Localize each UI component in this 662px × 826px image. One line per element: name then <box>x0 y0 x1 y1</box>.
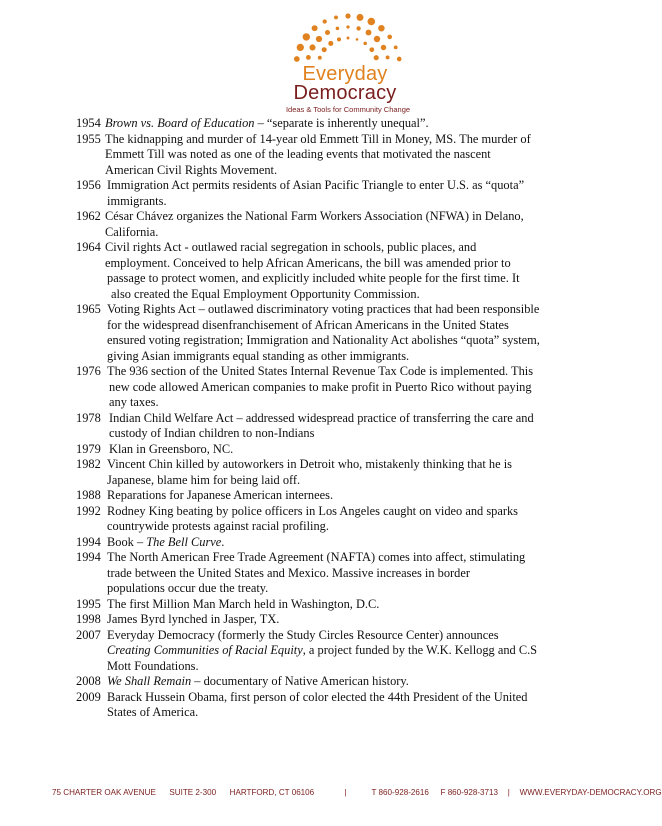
timeline-entry <box>76 535 576 551</box>
timeline-entry <box>76 504 576 535</box>
italic-title: Brown vs. Board of Education <box>105 116 255 130</box>
text-segment: Mott Foundations. <box>107 658 199 673</box>
entry-year: 2009 <box>76 689 101 704</box>
text-segment: new code allowed American companies to make profit in Puerto Rico without paying <box>109 379 532 394</box>
entry-line <box>105 504 576 520</box>
entry-line <box>105 287 576 303</box>
entry-line <box>105 147 576 163</box>
text-segment: . <box>221 534 225 549</box>
entry-text <box>105 209 576 240</box>
entry-line <box>105 690 576 706</box>
footer-contact <box>52 787 662 798</box>
logo-dot <box>397 57 402 62</box>
entry-year: 1995 <box>76 596 101 611</box>
logo-dot <box>322 47 327 52</box>
logo-everyday: Everyday <box>302 63 388 85</box>
entry-year: 1992 <box>76 503 101 518</box>
entry-line <box>105 256 576 272</box>
logo-dot <box>334 15 338 19</box>
timeline-entry <box>76 132 576 179</box>
entry-text <box>105 364 576 411</box>
logo-dot <box>369 47 374 52</box>
footer-website[interactable]: WWW.EVERYDAY-DEMOCRACY.ORG <box>519 787 662 797</box>
text-segment: ensured voting registration; Immigration and Nationality Act abolishes “quota” system, <box>107 333 540 347</box>
logo-dot <box>394 46 398 50</box>
text-segment: populations occur due the treaty. <box>107 581 269 595</box>
logo-dot <box>368 18 376 26</box>
entry-line <box>105 364 576 380</box>
logo-dot <box>316 36 322 42</box>
text-segment: Immigration Act permits residents of Asian Pacific Triangle to enter U.S. as “quota” <box>107 178 525 192</box>
entry-text <box>105 240 576 302</box>
footer-separator-2: | <box>507 787 510 797</box>
timeline-entry <box>76 690 576 721</box>
entry-line <box>105 643 576 659</box>
entry-line <box>105 597 576 613</box>
entry-text <box>105 690 576 721</box>
entry-line <box>105 271 576 287</box>
entry-text <box>105 178 576 209</box>
logo-dot <box>303 33 310 40</box>
timeline-entry <box>76 674 576 690</box>
entry-line <box>105 566 576 582</box>
entry-text <box>105 597 576 613</box>
entry-year: 1994 <box>76 550 101 564</box>
entry-line <box>105 132 576 148</box>
entry-line <box>105 473 576 489</box>
logo-dot <box>346 25 349 28</box>
logo-dot <box>318 56 322 60</box>
text-segment: Barack Hussein Obama, first person of color elected the 44th President of the United <box>107 689 528 704</box>
timeline-entry <box>76 240 576 302</box>
entry-line <box>105 674 576 690</box>
footer-address: 75 CHARTER OAK AVENUE <box>52 787 156 797</box>
entry-year: 1978 <box>76 410 101 425</box>
logo-dot <box>312 25 318 31</box>
text-segment: The first Million Man March held in Washington, D.C. <box>107 596 380 611</box>
logo-dot <box>345 13 350 18</box>
entry-year: 1954 <box>76 116 101 130</box>
text-segment: Rodney King beating by police officers in Los Angeles caught on video and sparks <box>107 503 518 518</box>
entry-text <box>105 116 576 132</box>
italic-title: The Bell Curve <box>146 534 222 549</box>
text-segment: passage to protect women, and explicitly included white people for the first time. It <box>107 271 520 285</box>
logo-dot <box>356 38 359 41</box>
logo-dot <box>306 55 311 60</box>
entry-line <box>105 457 576 473</box>
entry-year: 2007 <box>76 627 101 642</box>
logo-dot <box>386 55 390 59</box>
timeline-entry <box>76 178 576 209</box>
timeline-entry <box>76 302 576 364</box>
entry-line <box>105 333 576 349</box>
timeline-entry <box>76 612 576 628</box>
logo-dot <box>356 26 360 30</box>
entry-line <box>105 612 576 628</box>
text-segment: Vincent Chin killed by autoworkers in Detroit who, mistakenly thinking that he is <box>107 457 512 471</box>
footer-city: HARTFORD, CT 06106 <box>229 787 315 797</box>
logo-dot <box>374 55 379 60</box>
footer-phone: T 860-928-2616 <box>371 787 429 797</box>
logo-dot <box>381 45 386 50</box>
text-segment: Everyday Democracy (formerly the Study Circles Resource Center) announces <box>107 627 499 642</box>
footer-suite: SUITE 2-300 <box>169 787 217 797</box>
entry-line <box>105 550 576 566</box>
text-segment: , a project funded by the W.K. Kellogg and C.S <box>302 643 538 657</box>
text-segment: trade between the United States and Mexico. Massive increases in border <box>107 565 470 580</box>
entry-line <box>105 225 576 241</box>
text-segment: immigrants. <box>107 193 167 208</box>
text-segment: Klan in Greensboro, NC. <box>109 441 234 456</box>
entry-line <box>105 318 576 334</box>
text-segment: Reparations for Japanese American internees. <box>107 488 334 502</box>
timeline-entry <box>76 209 576 240</box>
entry-line <box>105 178 576 194</box>
logo-tagline: Ideas & Tools for Community Change <box>285 105 411 114</box>
entry-line <box>105 395 576 411</box>
entry-year: 1964 <box>76 240 101 254</box>
entry-text <box>105 488 576 504</box>
entry-year: 2008 <box>76 674 101 688</box>
entry-text <box>105 628 576 675</box>
timeline-entry <box>76 442 576 458</box>
logo-dot <box>366 30 372 36</box>
text-segment: James Byrd lynched in Jasper, TX. <box>107 612 280 626</box>
timeline-list <box>76 116 576 721</box>
entry-line <box>105 380 576 396</box>
text-segment: countrywide protests against racial profiling. <box>107 519 329 533</box>
text-segment: also created the Equal Employment Opportunity Commission. <box>111 286 420 301</box>
entry-line <box>105 194 576 210</box>
text-segment: giving Asian immigrants equal standing as other immigrants. <box>107 348 410 363</box>
timeline-entry <box>76 550 576 597</box>
entry-line <box>105 519 576 535</box>
logo-sunburst-icon <box>258 10 438 62</box>
timeline-entry <box>76 364 576 411</box>
entry-text <box>105 457 576 488</box>
entry-text <box>105 674 576 690</box>
entry-line <box>105 581 576 597</box>
text-segment: California. <box>105 224 159 239</box>
entry-line <box>105 411 576 427</box>
entry-year: 1962 <box>76 209 101 223</box>
logo-dot <box>309 44 315 50</box>
logo-dot <box>336 27 340 31</box>
entry-text <box>105 302 576 364</box>
entry-year: 1955 <box>76 131 101 146</box>
text-segment: custody of Indian children to non-Indians <box>109 426 315 440</box>
text-segment: for the widespread disenfranchisement of African Americans in the United States <box>107 317 509 332</box>
timeline-entry <box>76 411 576 442</box>
entry-text <box>105 550 576 597</box>
text-segment: The 936 section of the United States Internal Revenue Tax Code is implemented. This <box>107 364 534 378</box>
entry-line <box>105 442 576 458</box>
text-segment: Emmett Till was noted as one of the leading events that motivated the nascent <box>105 147 491 161</box>
entry-text <box>105 535 576 551</box>
entry-line <box>105 209 576 225</box>
entry-line <box>105 116 576 132</box>
entry-year: 1976 <box>76 364 101 378</box>
text-segment: Civil rights Act - outlawed racial segregation in schools, public places, and <box>105 240 477 254</box>
logo-dot <box>374 36 380 42</box>
timeline-entry <box>76 628 576 675</box>
entry-text <box>105 612 576 628</box>
entry-line <box>105 659 576 675</box>
logo-democracy: Democracy <box>293 82 397 104</box>
entry-year: 1988 <box>76 488 101 502</box>
text-segment: employment. Conceived to help African Americans, the bill was amended prior to <box>105 255 511 270</box>
entry-line <box>105 488 576 504</box>
logo-dot <box>357 14 364 21</box>
text-segment: The kidnapping and murder of 14-year old Emmett Till in Money, MS. The murder of <box>105 131 531 146</box>
logo-dot <box>337 37 341 41</box>
timeline-entry <box>76 597 576 613</box>
entry-line <box>105 349 576 365</box>
italic-title: We Shall Remain <box>107 674 192 688</box>
entry-year: 1965 <box>76 302 101 316</box>
entry-line <box>105 705 576 721</box>
text-segment: States of America. <box>107 705 199 719</box>
logo-dot <box>387 35 392 40</box>
text-segment: – “separate is inherently unequal”. <box>254 116 429 130</box>
entry-text <box>105 504 576 535</box>
logo-dot <box>325 30 330 35</box>
footer-separator: | <box>344 787 347 797</box>
footer-fax: F 860-928-3713 <box>440 787 499 797</box>
text-segment: The North American Free Trade Agreement (NAFTA) comes into affect, stimulating <box>107 550 526 564</box>
entry-line <box>105 163 576 179</box>
timeline-entry <box>76 457 576 488</box>
logo-dot <box>378 25 384 31</box>
italic-title: Creating Communities of Racial Equity <box>107 643 303 657</box>
text-segment: César Chávez organizes the National Farm Workers Association (NFWA) in Delano, <box>105 209 524 223</box>
text-segment: Indian Child Welfare Act – addressed widespread practice of transferring the care and <box>109 410 534 425</box>
entry-text <box>105 132 576 179</box>
entry-line <box>105 535 576 551</box>
text-segment: American Civil Rights Movement. <box>105 162 278 177</box>
text-segment: Japanese, blame him for being laid off. <box>107 472 301 487</box>
logo-dot <box>328 41 333 46</box>
logo-dot <box>297 44 304 51</box>
entry-year: 1979 <box>76 441 101 456</box>
logo-dot <box>347 37 350 40</box>
text-segment: Voting Rights Act – outlawed discriminatory voting practices that had been responsible <box>107 302 540 316</box>
entry-line <box>105 628 576 644</box>
logo-dot <box>294 56 300 62</box>
entry-line <box>105 426 576 442</box>
text-segment: Book – <box>107 534 147 549</box>
text-segment: any taxes. <box>109 395 159 409</box>
entry-year: 1994 <box>76 534 101 549</box>
logo-dot <box>323 19 327 23</box>
entry-year: 1998 <box>76 612 101 626</box>
text-segment: – documentary of Native American history. <box>191 674 409 688</box>
entry-year: 1956 <box>76 178 101 192</box>
everyday-democracy-logo <box>258 10 438 114</box>
logo-dot <box>363 42 367 46</box>
entry-text <box>105 411 576 442</box>
timeline-entry <box>76 488 576 504</box>
entry-line <box>105 240 576 256</box>
entry-year: 1982 <box>76 457 101 471</box>
entry-line <box>105 302 576 318</box>
entry-text <box>105 442 576 458</box>
timeline-entry <box>76 116 576 132</box>
